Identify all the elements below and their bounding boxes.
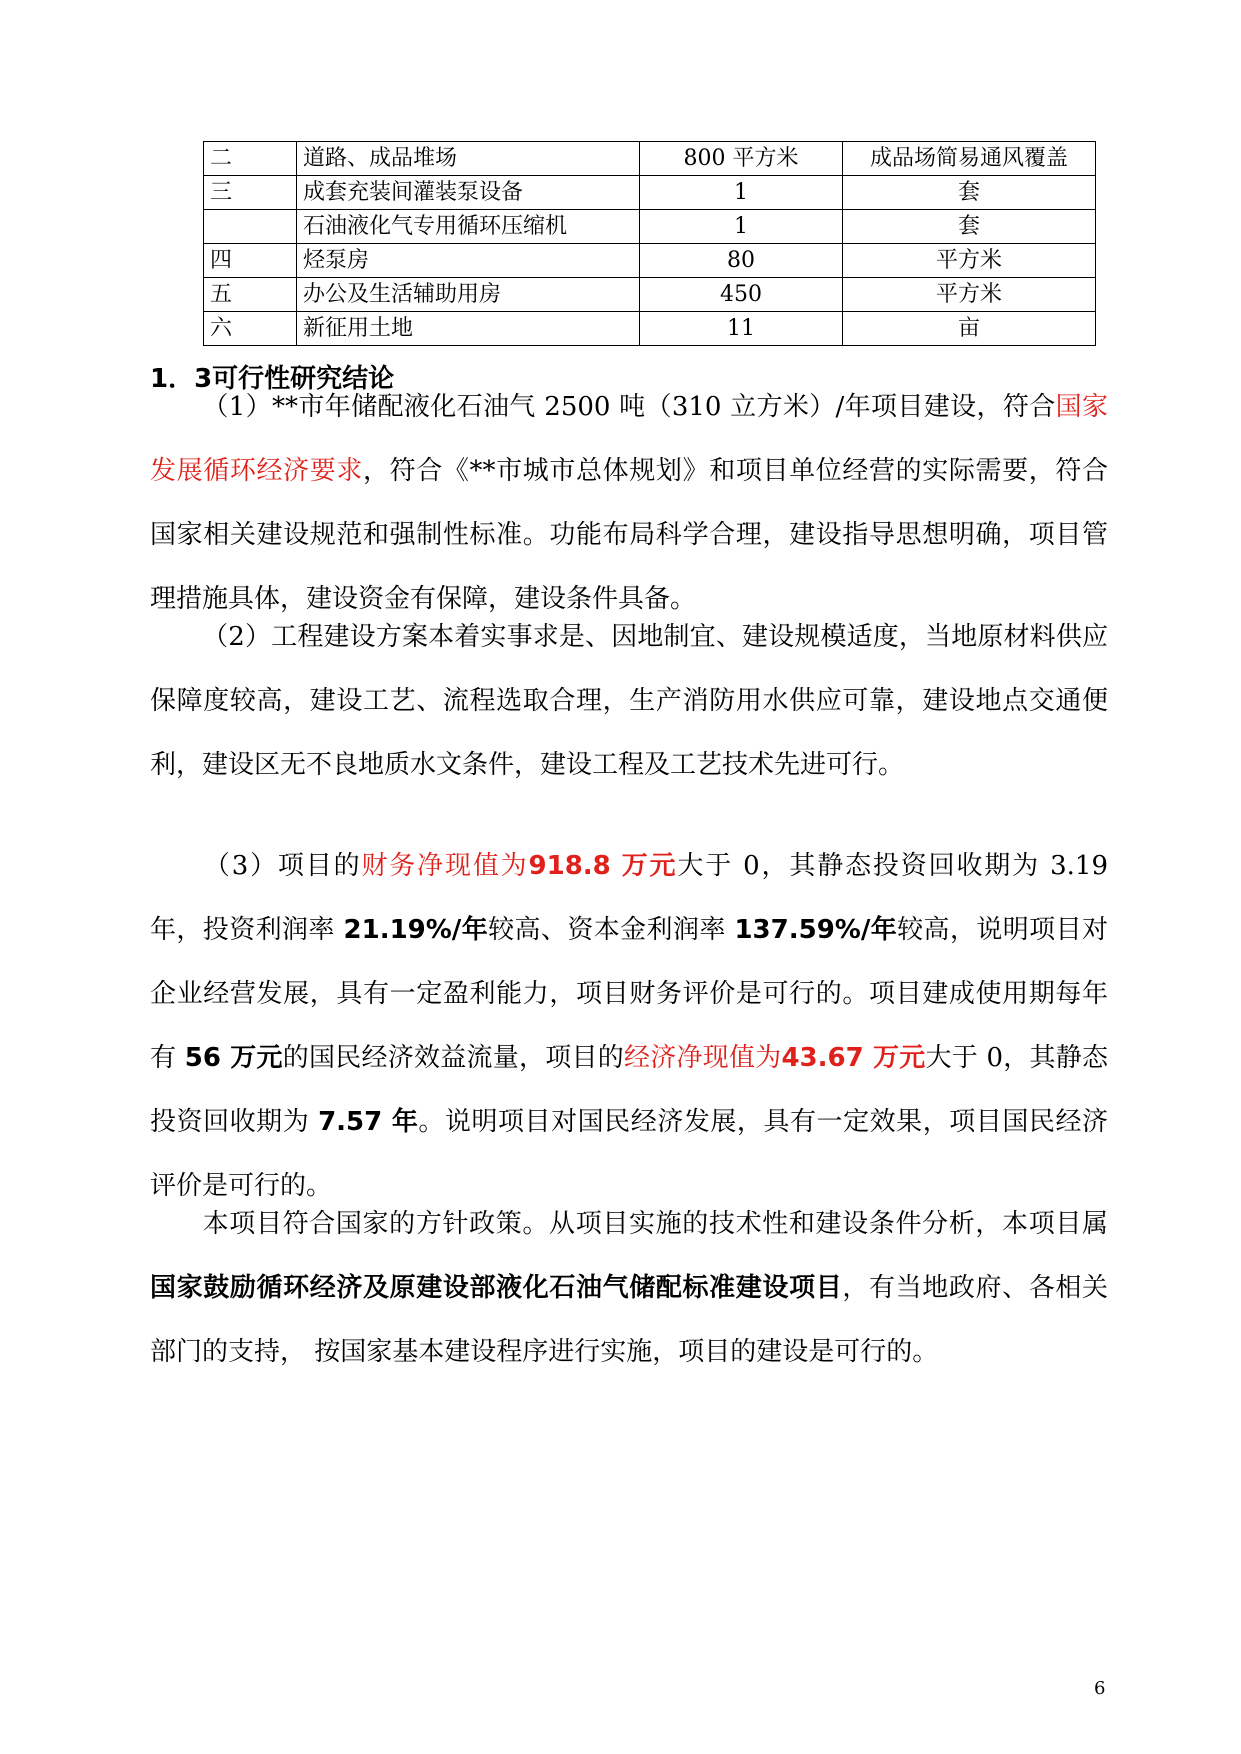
item-number-cell: 三 — [204, 176, 297, 210]
p4-bold-text: 国家鼓励循环经济及原建设部液化石油气储配标准建设项目 — [150, 1273, 843, 1303]
quantity-cell: 11 — [640, 312, 843, 346]
item-number-cell: 四 — [204, 244, 297, 278]
quantity-cell: 1 — [640, 176, 843, 210]
page-number: 6 — [1094, 1678, 1106, 1699]
p3-bold-capital-rate: 137.59%/年 — [734, 915, 898, 945]
p3-text-g: 。说明项目对国民经济发展，具有一定效果，项目国民经济评价是可行的。 — [150, 1107, 1108, 1201]
unit-cell: 平方米 — [843, 278, 1096, 312]
unit-cell: 套 — [843, 176, 1096, 210]
table-row — [204, 244, 1096, 278]
item-name-cell: 新征用土地 — [297, 312, 640, 346]
item-number-cell — [204, 210, 297, 244]
table-row — [204, 278, 1096, 312]
quantity-cell: 450 — [640, 278, 843, 312]
p4-text-a: 本项目符合国家的方针政策。从项目实施的技术性和建设条件分析，本项目属 — [202, 1209, 1108, 1239]
p3-red-financial: 财务净现值为 — [361, 851, 529, 881]
item-name-cell: 成套充装间灌装泵设备 — [297, 176, 640, 210]
p1-text-b: ，符合《**市城市总体规划》和项目单位经营的实际需要，符合国家相关建设规范和强制性标准。功能布局科学合理，建设指导思想明确，项目管理措施具体，建设资金有保障，建设条件具备。 — [150, 456, 1108, 614]
p1-text-a: （1）**市年储配液化石油气 2500 吨（310 立方米）/年项目建设，符合 — [202, 392, 1056, 422]
paragraph-4 — [150, 1192, 1108, 1384]
construction-items-table — [203, 141, 1096, 346]
p3-bold-annual-flow: 56 万元 — [184, 1043, 283, 1073]
table-row — [204, 210, 1096, 244]
item-name-cell: 石油液化气专用循环压缩机 — [297, 210, 640, 244]
p3-text-e: 的国民经济效益流量，项目的 — [282, 1043, 624, 1073]
table-row — [204, 142, 1096, 176]
p4-text-b: ，有当地政府、各相关部门的支持， 按国家基本建设程序进行实施，项目的建设是可行的。 — [150, 1273, 1108, 1367]
paragraph-1 — [150, 375, 1108, 631]
table-row — [204, 312, 1096, 346]
p1-red-text: 国家发展循环经济要求 — [150, 392, 1108, 486]
p3-red-economic: 经济净现值为 — [623, 1043, 782, 1073]
paragraph-2 — [150, 605, 1108, 797]
item-number-cell: 六 — [204, 312, 297, 346]
p3-text-a: （3）项目的 — [202, 851, 362, 881]
unit-cell: 亩 — [843, 312, 1096, 346]
item-number-cell: 五 — [204, 278, 297, 312]
table-row — [204, 176, 1096, 210]
p3-red-financial-value: 918.8 万元 — [528, 851, 678, 881]
item-name-cell: 烃泵房 — [297, 244, 640, 278]
p3-red-economic-value: 43.67 万元 — [781, 1043, 926, 1073]
quantity-cell: 80 — [640, 244, 843, 278]
item-name-cell: 办公及生活辅助用房 — [297, 278, 640, 312]
p3-text-d: 较高，说明项目对企业经营发展，具有一定盈利能力，项目财务评价是可行的。项目建成使用期每年有 — [150, 915, 1108, 1073]
p3-text-f: 大于 0，其静态投资回收期为 — [150, 1043, 1108, 1137]
p3-bold-payback: 7.57 年 — [318, 1107, 419, 1137]
item-number-cell: 二 — [204, 142, 297, 176]
unit-cell: 成品场简易通风覆盖 — [843, 142, 1096, 176]
unit-cell: 平方米 — [843, 244, 1096, 278]
unit-cell: 套 — [843, 210, 1096, 244]
section-heading: 1．3可行性研究结论 — [150, 364, 395, 394]
p3-text-b: 大于 0，其静态投资回收期为 3.19 年，投资利润率 — [150, 851, 1108, 945]
p2-text: （2）工程建设方案本着实事求是、因地制宜、建设规模适度，当地原材料供应保障度较高，建设工艺、流程选取合理，生产消防用水供应可靠，建设地点交通便利，建设区无不良地质水文条件，建设工程及工艺技术先进可行。 — [150, 622, 1108, 780]
p3-bold-profit-rate: 21.19%/年 — [343, 915, 489, 945]
paragraph-3 — [150, 834, 1108, 1218]
p3-text-c: 较高、资本金利润率 — [488, 915, 735, 945]
quantity-cell: 800 平方米 — [640, 142, 843, 176]
item-name-cell: 道路、成品堆场 — [297, 142, 640, 176]
quantity-cell: 1 — [640, 210, 843, 244]
